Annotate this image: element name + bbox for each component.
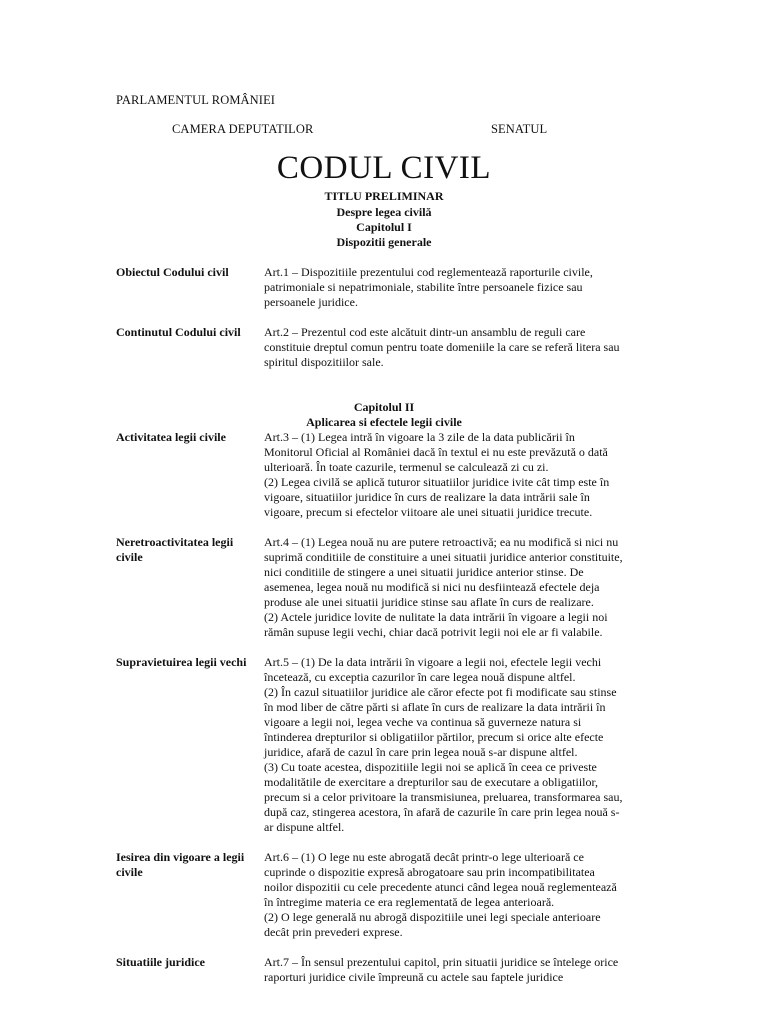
parliament-heading: PARLAMENTUL ROMÂNIEI [116,93,276,107]
text-line: (2) Actele juridice lovite de nulitate la data intrării în vigoare a legii noi [264,610,608,624]
text-line: noilor dispozitii cu cele precedente atunci când legea nouă reglementează [264,880,617,894]
section-heading: Despre legea civilă [336,205,432,219]
text-line: Art.5 – (1) De la data intrării în vigoare a legii noi, efectele legii vechi [264,655,602,669]
text-line: patrimoniale si nepatrimoniale, stabilite între persoanele fizice sau [264,280,583,294]
text-line: Art.4 – (1) Legea nouă nu are putere retroactivă; ea nu modifică si nici nu [264,535,619,549]
chapter-2-heading: Capitolul II [353,400,415,414]
text-line: după caz, stingerea acestora, în afară de cazurile în care prin legea nouă s- [264,805,620,819]
text-line: rămân supuse legii vechi, chiar dacă potrivit legii noi ele ar fi valabile. [264,625,603,639]
text-line: spiritul dispozitiilor sale. [264,355,384,369]
text-line: nici conditiile de stingere a unei situatii juridice anterior stinse. De [264,565,584,579]
chapter-subheading: Dispozitii generale [336,235,432,249]
text-line: vigoare a legii noi, legea veche va continua să guverneze natura si [264,715,582,729]
text-line: ulterioară. În toate cazurile, termenul se calculează zi cu zi. [264,460,549,474]
text-line: Art.2 – Prezentul cod este alcătuit dintr-un ansamblu de reguli care [264,325,586,339]
text-line: (2) Legea civilă se aplică tuturor situatiilor juridice ivite cât timp este în [264,475,610,489]
text-line: constituie dreptul comun pentru toate domeniile la care se referă litera sau [264,340,620,354]
text-line: Monitorul Oficial al României dacă în textul ei nu este prevăzută o dată [264,445,608,459]
article-text [264,265,664,310]
text-line: juridice, afară de cazul în care prin legea nouă s-ar dispune altfel. [264,745,578,759]
text-line: produse ale unei situatii juridice stinse sau aflate în curs de realizare. [264,595,594,609]
article-text [264,325,664,370]
article-text [264,430,664,520]
text-line: asemenea, legea nouă nu modifică si nici nu desfiintează efectele deja [264,580,600,594]
article-label: Situatiile juridice [116,955,205,969]
text-line: Art.3 – (1) Legea intră în vigoare la 3 zile de la data publicării în [264,430,575,444]
article-text [264,655,664,835]
article-text [264,955,664,985]
chapter-heading: Capitolul I [356,220,412,234]
text-line: cuprinde o dispozitie expresă abrogatoare sau prin incompatibilitatea [264,865,595,879]
text-line: întinderea drepturilor si obligatiilor părtilor, precum si orice alte efecte [264,730,604,744]
text-line: (3) Cu toate acestea, dispozitiile legii noi se aplică în ceea ce priveste [264,760,597,774]
chamber-deputies-heading: CAMERA DEPUTATILOR [172,122,314,136]
text-line: în mod liber de către părti si aflate în curs de realizare la data intrării în [264,700,606,714]
text-line: (2) În cazul situatiilor juridice ale căror efecte pot fi modificate sau stinse [264,685,617,699]
text-line: ar dispune altfel. [264,820,345,834]
text-line: Art.1 – Dispozitiile prezentului cod reglementează raporturile civile, [264,265,593,279]
text-line: decât prin prevederi exprese. [264,925,403,939]
text-line: raporturi juridice civile împreună cu actele sau faptele juridice [264,970,564,984]
document-title: CODUL CIVIL [276,150,492,186]
text-line: Art.6 – (1) O lege nu este abrogată decât printr-o lege ulterioară ce [264,850,584,864]
article-label: Activitatea legii civile [116,430,226,444]
title-preliminary: TITLU PRELIMINAR [324,189,444,203]
article-text [264,850,664,940]
article-label: Iesirea din vigoare a legii civile [116,850,245,879]
article-label: Continutul Codului civil [116,325,241,339]
article-label: Obiectul Codului civil [116,265,229,279]
article-label: Supravietuirea legii vechi [116,655,247,669]
text-line: suprimă conditiile de constituire a unei situatii juridice anterior constituite, [264,550,623,564]
article-label: Neretroactivitatea legii civile [116,535,234,564]
text-line: modalitătile de exercitare a drepturilor sau de executare a obligatiilor, [264,775,599,789]
article-text [264,535,664,640]
text-line: (2) O lege generală nu abrogă dispozitiile unei legi speciale anterioare [264,910,601,924]
text-line: precum si a celor privitoare la transmisiunea, preluarea, transformarea sau, [264,790,623,804]
text-line: în întregime materia ce era reglementată de legea anterioară. [264,895,555,909]
chapter-2-subheading: Aplicarea si efectele legii civile [306,415,462,429]
text-line: vigoare, situatiilor juridice în curs de realizare la data intrării sale în [264,490,590,504]
text-line: Art.7 – În sensul prezentului capitol, prin situatii juridice se întelege orice [264,955,619,969]
text-line: persoanele juridice. [264,295,358,309]
text-line: încetează, cu exceptia cazurilor în care legea nouă dispune altfel. [264,670,576,684]
text-line: vigoare, precum si efectelor viitoare ale unei situatii juridice trecute. [264,505,593,519]
senate-heading: SENATUL [491,122,548,136]
